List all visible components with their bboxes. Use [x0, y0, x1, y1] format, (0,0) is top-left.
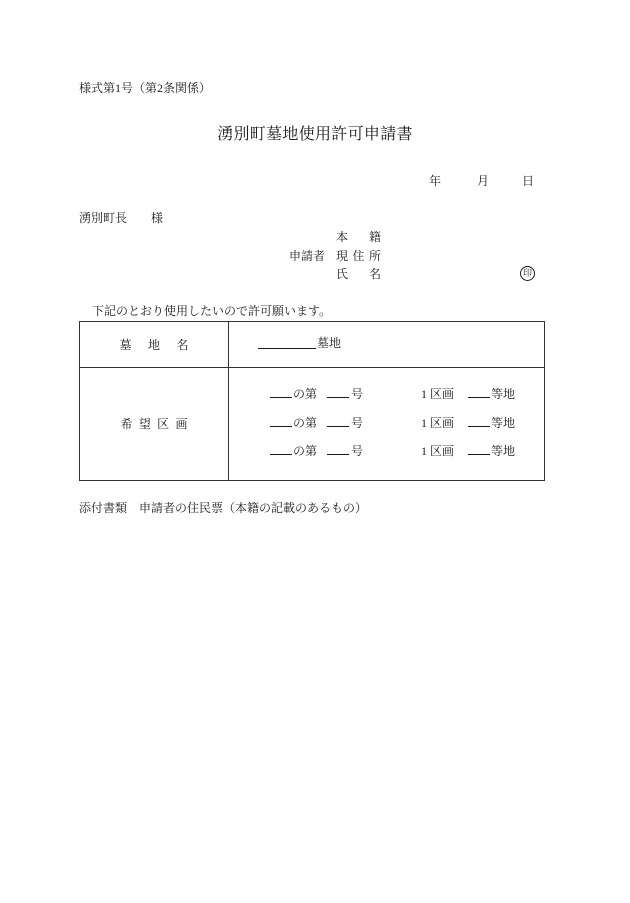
number-text: 号	[351, 416, 364, 430]
plot-label: 希 望 区 画	[120, 417, 188, 431]
section-text: の第	[293, 444, 318, 458]
applicant-name-label: 氏 名	[336, 267, 381, 281]
grade-blank	[468, 386, 490, 398]
number-blank	[327, 443, 349, 455]
applicant-address-label: 現 住 所	[336, 249, 381, 263]
section-blank	[270, 386, 292, 398]
section-text: の第	[293, 387, 318, 401]
plot-count: 1 区画	[421, 416, 455, 430]
cemetery-name-blank	[258, 337, 316, 349]
section-blank	[270, 415, 292, 427]
request-table	[79, 321, 545, 481]
grade-text: 等地	[491, 387, 516, 401]
section-text: の第	[293, 416, 318, 430]
date-month-label: 月	[477, 174, 490, 188]
grade-blank	[468, 443, 490, 455]
plot-row	[229, 387, 544, 401]
request-text: 下記のとおり使用したいので許可願います。	[92, 304, 332, 318]
plot-value-cell	[229, 368, 544, 480]
section-blank	[270, 443, 292, 455]
grade-text: 等地	[491, 444, 516, 458]
number-text: 号	[351, 444, 364, 458]
cemetery-name-label-cell	[80, 322, 229, 368]
grade-blank	[468, 415, 490, 427]
plot-row	[229, 444, 544, 458]
form-number: 様式第1号（第2条関係）	[79, 81, 212, 95]
cemetery-name-suffix: 墓地	[317, 336, 342, 350]
plot-count: 1 区画	[421, 387, 455, 401]
cemetery-name-value-cell	[229, 322, 544, 368]
plot-count: 1 区画	[421, 444, 455, 458]
number-blank	[327, 386, 349, 398]
number-blank	[327, 415, 349, 427]
date-day-label: 日	[522, 174, 535, 188]
date-year-label: 年	[429, 174, 442, 188]
seal-mark-icon: 印	[520, 266, 535, 281]
form-title: 湧別町墓地使用許可申請書	[217, 126, 413, 143]
applicant-role-label: 申請者	[289, 249, 326, 263]
attachments-note: 添付書類 申請者の住民票（本籍の記載のあるもの）	[79, 501, 368, 515]
number-text: 号	[351, 387, 364, 401]
plot-row	[229, 416, 544, 430]
addressee: 湧別町長 様	[79, 211, 164, 225]
applicant-domicile-label: 本 籍	[336, 230, 381, 244]
cemetery-name-label: 墓 地 名	[119, 337, 189, 352]
plot-label-cell	[80, 368, 229, 480]
grade-text: 等地	[491, 416, 516, 430]
